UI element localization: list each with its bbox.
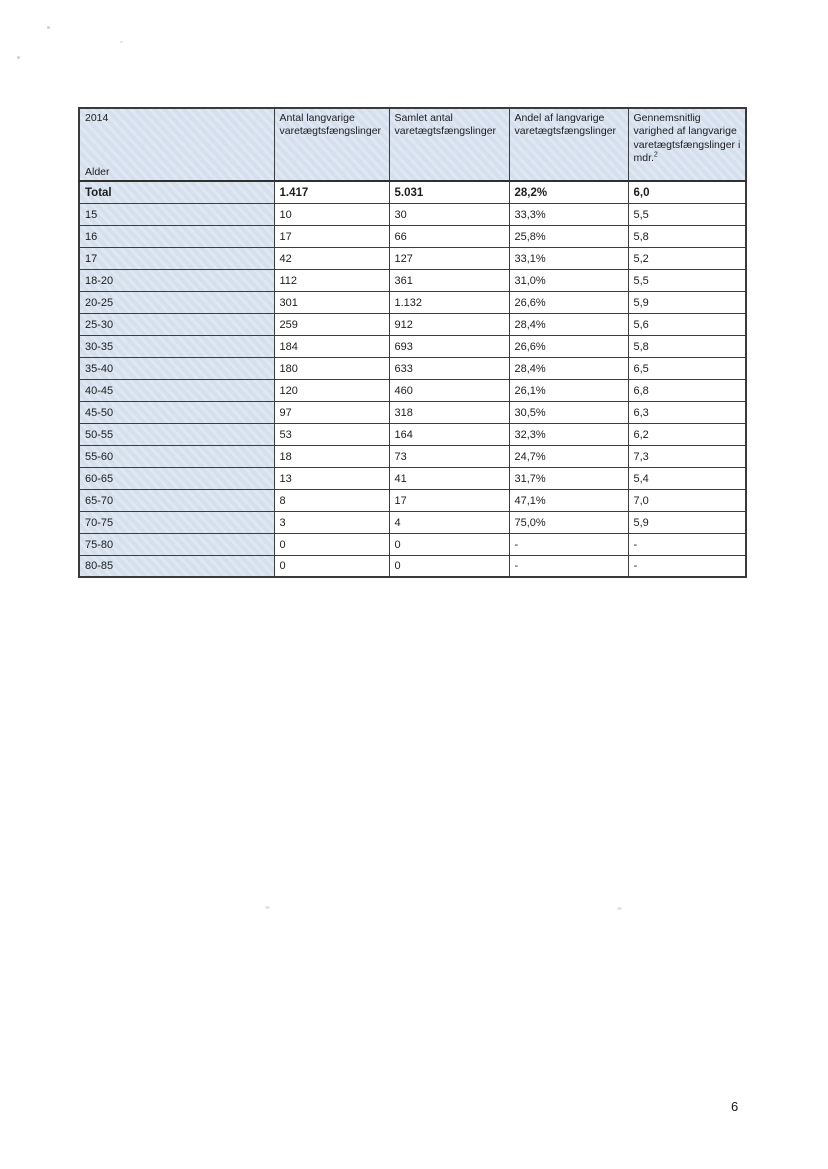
varighed-value-cell: 7,0 xyxy=(628,489,746,511)
table-row xyxy=(79,467,746,489)
samlet-value-cell: 41 xyxy=(389,467,509,489)
andel-value-cell: 26,1% xyxy=(509,379,628,401)
antal-value-cell: 180 xyxy=(274,357,389,379)
andel-value-cell: 47,1% xyxy=(509,489,628,511)
table-row xyxy=(79,445,746,467)
antal-value-cell: 42 xyxy=(274,247,389,269)
samlet-value-cell: 127 xyxy=(389,247,509,269)
samlet-value-cell: 460 xyxy=(389,379,509,401)
varighed-value-cell: 5,5 xyxy=(628,203,746,225)
samlet-value-cell: 5.031 xyxy=(389,181,509,203)
varighed-value-cell: 5,2 xyxy=(628,247,746,269)
andel-value-cell: 26,6% xyxy=(509,335,628,357)
antal-value-cell: 184 xyxy=(274,335,389,357)
age-label-cell: 70-75 xyxy=(79,511,274,533)
andel-value-cell: 28,2% xyxy=(509,181,628,203)
andel-value-cell: - xyxy=(509,555,628,577)
samlet-value-cell: 361 xyxy=(389,269,509,291)
scan-speck xyxy=(265,906,270,909)
antal-value-cell: 3 xyxy=(274,511,389,533)
table-body xyxy=(79,181,746,577)
antal-value-cell: 301 xyxy=(274,291,389,313)
andel-value-cell: 25,8% xyxy=(509,225,628,247)
varighed-value-cell: 5,5 xyxy=(628,269,746,291)
table-row xyxy=(79,203,746,225)
andel-value-cell: 26,6% xyxy=(509,291,628,313)
age-label-cell: 50-55 xyxy=(79,423,274,445)
samlet-value-cell: 4 xyxy=(389,511,509,533)
header-cell-gennemsnitlig-varighed xyxy=(628,108,746,181)
table-row xyxy=(79,335,746,357)
antal-value-cell: 259 xyxy=(274,313,389,335)
age-label-cell: 40-45 xyxy=(79,379,274,401)
scan-speck xyxy=(617,907,622,910)
table-row xyxy=(79,291,746,313)
antal-value-cell: 0 xyxy=(274,555,389,577)
table-row xyxy=(79,269,746,291)
header-varighed-text: Gennemsnitlig varighed af langvarige varetægtsfængslinger i mdr. xyxy=(633,112,741,165)
table-row xyxy=(79,357,746,379)
samlet-value-cell: 164 xyxy=(389,423,509,445)
age-label-cell: 75-80 xyxy=(79,533,274,555)
varighed-value-cell: 5,4 xyxy=(628,467,746,489)
antal-value-cell: 1.417 xyxy=(274,181,389,203)
age-label-cell: 65-70 xyxy=(79,489,274,511)
scan-speck xyxy=(17,56,20,59)
footnote-marker: 2 xyxy=(653,151,658,159)
samlet-value-cell: 66 xyxy=(389,225,509,247)
table-row xyxy=(79,555,746,577)
table-row xyxy=(79,489,746,511)
andel-value-cell: 33,1% xyxy=(509,247,628,269)
andel-value-cell: 32,3% xyxy=(509,423,628,445)
table-header xyxy=(79,108,746,181)
antal-value-cell: 10 xyxy=(274,203,389,225)
varighed-value-cell: 6,8 xyxy=(628,379,746,401)
table-row xyxy=(79,225,746,247)
varighed-value-cell: - xyxy=(628,555,746,577)
antal-value-cell: 112 xyxy=(274,269,389,291)
varighed-value-cell: - xyxy=(628,533,746,555)
scan-speck xyxy=(120,41,123,43)
table-row xyxy=(79,533,746,555)
age-label-cell: 35-40 xyxy=(79,357,274,379)
samlet-value-cell: 0 xyxy=(389,533,509,555)
header-row xyxy=(79,108,746,181)
table-row xyxy=(79,247,746,269)
header-cell-antal-langvarige: Antal langvarige varetægtsfængslinger xyxy=(274,108,389,181)
antal-value-cell: 17 xyxy=(274,225,389,247)
age-label-cell: 18-20 xyxy=(79,269,274,291)
samlet-value-cell: 17 xyxy=(389,489,509,511)
age-label-cell: Total xyxy=(79,181,274,203)
age-label-cell: 17 xyxy=(79,247,274,269)
andel-value-cell: 75,0% xyxy=(509,511,628,533)
table-row xyxy=(79,313,746,335)
samlet-value-cell: 912 xyxy=(389,313,509,335)
header-cell-samlet-antal: Samlet antal varetægtsfængslinger xyxy=(389,108,509,181)
header-year: 2014 xyxy=(85,112,109,124)
samlet-value-cell: 0 xyxy=(389,555,509,577)
andel-value-cell: 31,7% xyxy=(509,467,628,489)
samlet-value-cell: 318 xyxy=(389,401,509,423)
varighed-value-cell: 5,6 xyxy=(628,313,746,335)
varighed-value-cell: 5,9 xyxy=(628,291,746,313)
age-label-cell: 30-35 xyxy=(79,335,274,357)
andel-value-cell: 28,4% xyxy=(509,357,628,379)
age-label-cell: 15 xyxy=(79,203,274,225)
age-label-cell: 55-60 xyxy=(79,445,274,467)
antal-value-cell: 13 xyxy=(274,467,389,489)
scan-speck xyxy=(47,26,50,29)
custody-statistics-table xyxy=(78,107,747,578)
antal-value-cell: 97 xyxy=(274,401,389,423)
antal-value-cell: 53 xyxy=(274,423,389,445)
varighed-value-cell: 6,3 xyxy=(628,401,746,423)
andel-value-cell: 33,3% xyxy=(509,203,628,225)
andel-value-cell: 31,0% xyxy=(509,269,628,291)
andel-value-cell: - xyxy=(509,533,628,555)
table-row xyxy=(79,423,746,445)
samlet-value-cell: 30 xyxy=(389,203,509,225)
samlet-value-cell: 73 xyxy=(389,445,509,467)
age-label-cell: 25-30 xyxy=(79,313,274,335)
age-label-cell: 80-85 xyxy=(79,555,274,577)
antal-value-cell: 0 xyxy=(274,533,389,555)
samlet-value-cell: 693 xyxy=(389,335,509,357)
antal-value-cell: 18 xyxy=(274,445,389,467)
andel-value-cell: 24,7% xyxy=(509,445,628,467)
antal-value-cell: 120 xyxy=(274,379,389,401)
table-row xyxy=(79,379,746,401)
andel-value-cell: 30,5% xyxy=(509,401,628,423)
header-cell-andel: Andel af langvarige varetægtsfængslinger xyxy=(509,108,628,181)
age-label-cell: 20-25 xyxy=(79,291,274,313)
age-label-cell: 60-65 xyxy=(79,467,274,489)
antal-value-cell: 8 xyxy=(274,489,389,511)
varighed-value-cell: 7,3 xyxy=(628,445,746,467)
age-label-cell: 45-50 xyxy=(79,401,274,423)
varighed-value-cell: 5,8 xyxy=(628,225,746,247)
total-row xyxy=(79,181,746,203)
samlet-value-cell: 1.132 xyxy=(389,291,509,313)
varighed-value-cell: 6,2 xyxy=(628,423,746,445)
varighed-value-cell: 6,5 xyxy=(628,357,746,379)
header-alder-label: Alder xyxy=(85,165,110,178)
andel-value-cell: 28,4% xyxy=(509,313,628,335)
varighed-value-cell: 5,8 xyxy=(628,335,746,357)
table-row xyxy=(79,511,746,533)
age-label-cell: 16 xyxy=(79,225,274,247)
header-cell-alder xyxy=(79,108,274,181)
table-row xyxy=(79,401,746,423)
varighed-value-cell: 6,0 xyxy=(628,181,746,203)
page-number: 6 xyxy=(731,1099,739,1114)
varighed-value-cell: 5,9 xyxy=(628,511,746,533)
samlet-value-cell: 633 xyxy=(389,357,509,379)
